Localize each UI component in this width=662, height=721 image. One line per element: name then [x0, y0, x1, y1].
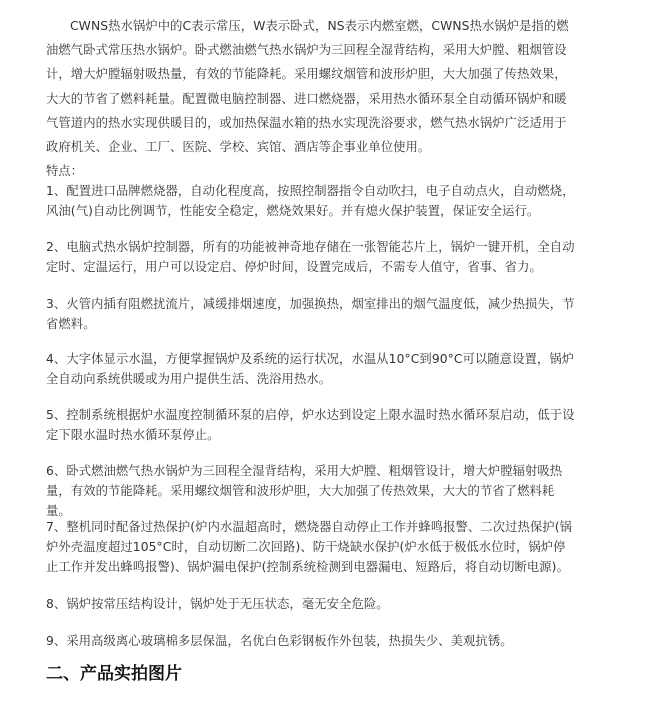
intro-paragraph: CWNS热水锅炉中的C表示常压，W表示卧式，NS表示内燃室燃，CWNS热水锅炉是指的燃油燃气卧式常压热水锅炉。卧式燃油燃气热水锅炉为三回程全湿背结构，采用大炉膛、粗烟管设计，增大炉膛辐射吸热量，有效的节能降耗。采用螺纹烟管和波形炉胆，大大加强了传热效果，大大的节省了燃料耗量。配置微电脑控制器、进口燃烧器，采用热水循环泵全自动循环锅炉和暖气管道内的热水实现供暖目的，或加热保温水箱的热水实现洗浴要求，燃气热水锅炉广泛适用于政府机关、企业、工厂、医院、学校、宾馆、酒店等企事业单位使用。 [46, 19, 569, 155]
feature-item-4: 4、大字体显示水温，方便掌握锅炉及系统的运行状况，水温从10°C到90°C可以随意设置，锅炉全自动向系统供暖或为用户提供生活、洗浴用热水。 [46, 352, 575, 386]
features-label: 特点： [46, 164, 83, 178]
feature-item-5: 5、控制系统根据炉水温度控制循环泵的启停，炉水达到设定上限水温时热水循环泵启动，低于设定下限水温时热水循环泵停止。 [46, 408, 575, 442]
feature-item-9: 9、采用高级离心玻璃棉多层保温，名优白色彩钢板作外包装，热损失少、美观抗锈。 [46, 634, 513, 648]
section-heading: 二、产品实拍图片 [46, 664, 182, 684]
feature-item-1: 1、配置进口品牌燃烧器，自动化程度高，按照控制器指令自动吹扫，电子自动点火，自动燃烧，风油(气)自动比例调节，性能安全稳定，燃烧效果好。并有熄火保护装置，保证安全运行。 [46, 184, 575, 218]
feature-item-2: 2、电脑式热水锅炉控制器，所有的功能被神奇地存储在一张智能芯片上，锅炉一键开机，全自动定时、定温运行，用户可以设定启、停炉时间，设置完成后，不需专人值守，省事、省力。 [46, 240, 575, 274]
feature-item-6: 6、卧式燃油燃气热水锅炉为三回程全湿背结构，采用大炉膛、粗烟管设计，增大炉膛辐射吸热量，有效的节能降耗。采用螺纹烟管和波形炉胆，大大加强了传热效果，大大的节省了燃料耗量。 [46, 464, 563, 518]
feature-item-8: 8、锅炉按常压结构设计，锅炉处于无压状态，毫无安全危险。 [46, 597, 389, 611]
feature-item-3: 3、火管内插有阻燃扰流片，减缓排烟速度，加强换热，烟室排出的烟气温度低，减少热损失，节省燃料。 [46, 297, 575, 331]
feature-item-7: 7、整机同时配备过热保护(炉内水温超高时，燃烧器自动停止工作并蜂鸣报警、二次过热保护(锅炉外壳温度超过105°C时，自动切断二次回路)、防干烧缺水保护(炉水低于极低水位时，锅炉停止工作并发出蜂鸣报警)、锅炉漏电保护(控制系统检测到电器漏电、短路后，将自动切断电源)。 [46, 520, 572, 574]
